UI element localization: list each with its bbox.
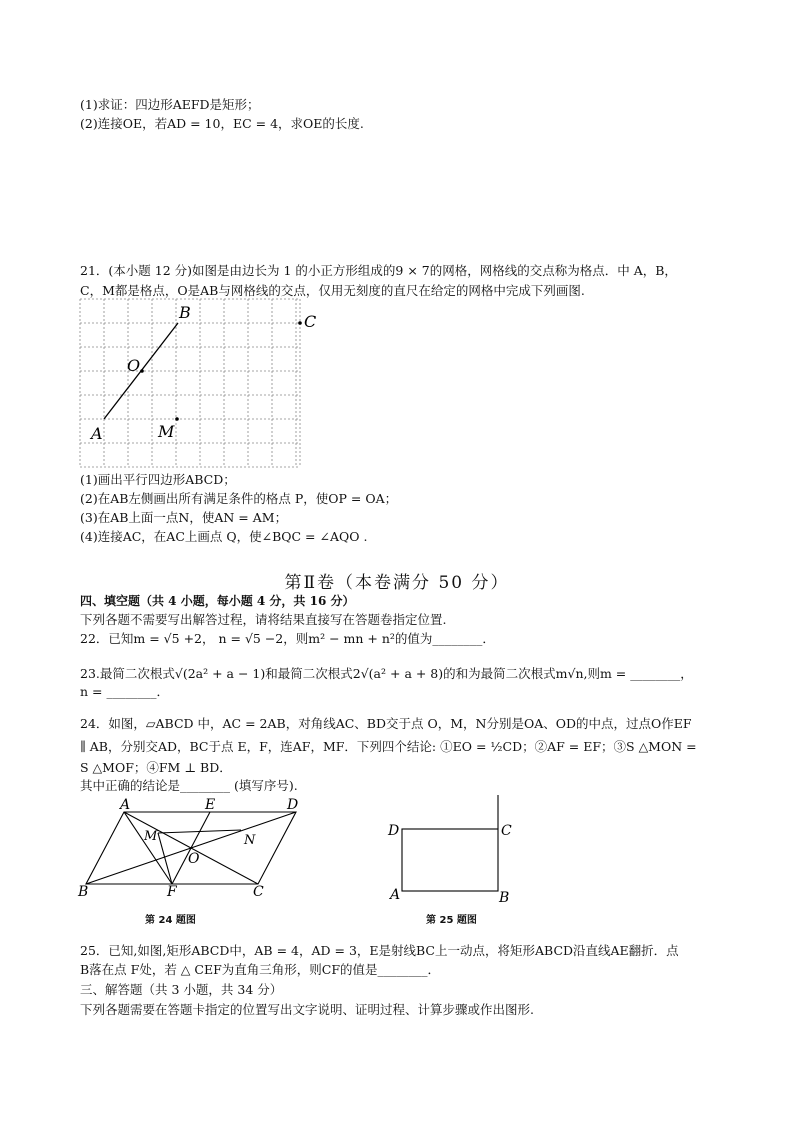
q23-line2: n = ________． <box>80 684 169 699</box>
fig24-label-c: C <box>253 884 264 900</box>
point-o <box>140 369 144 373</box>
q23-line1: 23.最简二次根式√(2a² + a − 1)和最简二次根式2√(a² + a + 8)的和为最简二次根式m√n,则m = ________， <box>80 666 693 681</box>
label-m: M <box>158 422 175 441</box>
q24-line4: 其中正确的结论是________ (填写序号). <box>80 778 298 793</box>
q24-line2: ∥ AB，分别交AD，BC于点 E，F，连AF，MF．下列四个结论: ①EO = ½CD；②AF = EF；③S △MON = <box>80 739 697 754</box>
q22: 22．已知m = √5 +2， n = √5 −2，则m² − mn + n²的值为________． <box>80 631 495 646</box>
q21-part1: (1)画出平行四边形ABCD； <box>80 472 236 487</box>
label-a: A <box>91 424 103 443</box>
answer-section-instructions: 下列各题需要在答题卡指定的位置写出文字说明、证明过程、计算步骤或作出图形. <box>80 1002 534 1017</box>
q25-figure-caption: 第 25 题图 <box>426 915 477 926</box>
fill-blank-heading: 四、填空题（共 4 小题，每小题 4 分，共 16 分） <box>80 594 355 608</box>
fill-blank-instructions: 下列各题不需要写出解答过程，请将结果直接写在答题卷指定位置. <box>80 612 447 627</box>
q21-stem-line2: C，M都是格点，O是AB与网格线的交点，仅用无刻度的直尺在给定的网格中完成下列画图. <box>80 283 585 298</box>
label-c: C <box>304 312 317 331</box>
fig24-label-b: B <box>78 884 89 900</box>
fig25-label-d: D <box>388 823 400 839</box>
label-b: B <box>179 303 191 322</box>
q20-part1: (1)求证：四边形AEFD是矩形； <box>80 97 260 112</box>
fig25-label-b: B <box>499 890 510 906</box>
q21-part3: (3)在AB上面一点N，使AN = AM； <box>80 510 288 525</box>
q24-figure <box>74 798 334 902</box>
q21-part4: (4)连接AC，在AC上画点 Q，使∠BQC = ∠AQO . <box>80 529 368 544</box>
label-o: O <box>127 356 141 375</box>
q25-line2: B落在点 F处，若 △ CEF为直角三角形，则CF的值是________． <box>80 962 440 977</box>
fig24-label-a: A <box>120 798 131 813</box>
fig24-label-m: M <box>144 829 158 844</box>
q24-line3: S △MOF；④FM ⊥ BD． <box>80 760 232 775</box>
q21-part2: (2)在AB左侧画出所有满足条件的格点 P，使OP = OA； <box>80 491 398 506</box>
fig25-label-c: C <box>501 823 512 839</box>
q24-line1: 24．如图，▱ABCD 中，AC = 2AB，对角线AC、BD交于点 O，M，N分别是OA、OD的中点，过点O作EF <box>80 716 692 731</box>
q24-figure-caption: 第 24 题图 <box>145 915 196 926</box>
q20-part2: (2)连接OE，若AD = 10，EC = 4，求OE的长度. <box>80 116 364 131</box>
section-2-title: 第Ⅱ卷（本卷满分 50 分） <box>284 573 510 593</box>
q25-line1: 25．已知,如图,矩形ABCD中，AB = 4，AD = 3，E是射线BC上一动点，将矩形ABCD沿直线AE翻折．点 <box>80 943 679 958</box>
point-m <box>175 417 179 421</box>
fig25-label-a: A <box>390 887 401 903</box>
fig24-label-f: F <box>167 884 177 900</box>
answer-section-heading: 三、解答题（共 3 小题，共 34 分） <box>80 982 283 997</box>
q21-grid-figure <box>75 296 325 476</box>
q25-figure <box>384 792 524 908</box>
fig24-label-n: N <box>244 833 256 848</box>
fig24-label-d: D <box>287 798 299 813</box>
fig24-label-o: O <box>188 851 200 867</box>
fig24-label-e: E <box>205 798 216 813</box>
q21-stem-line1: 21．(本小题 12 分)如图是由边长为 1 的小正方形组成的9 × 7的网格，网格线的交点称为格点．中 A，B， <box>80 263 677 278</box>
point-c <box>298 321 302 325</box>
